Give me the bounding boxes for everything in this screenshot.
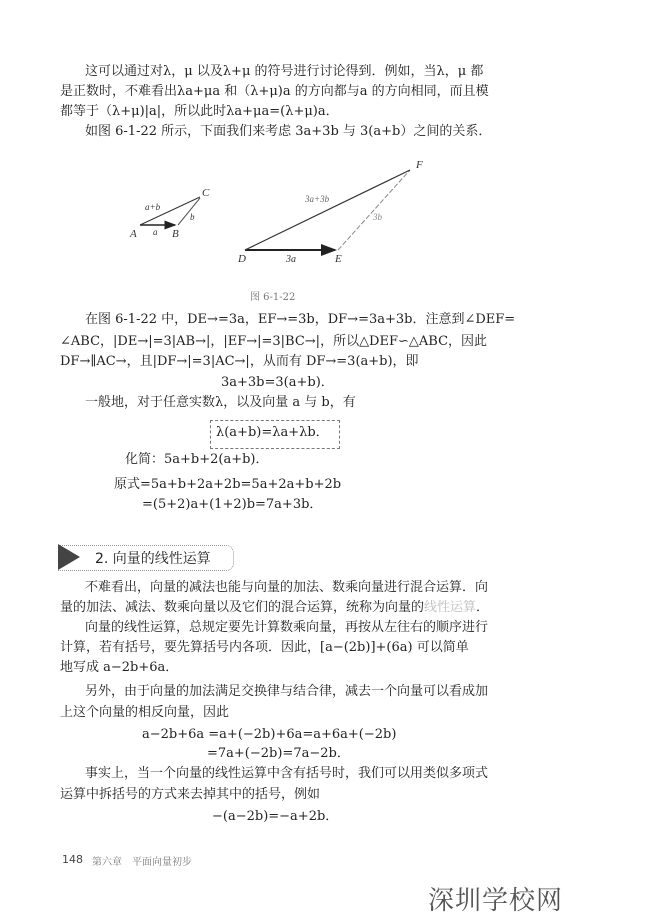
vector-diagram — [120, 150, 440, 290]
text-line: 是正数时，不难看出λa+μa 和（λ+μ)a 的方向都与a 的方向相同，而且模 — [60, 84, 489, 99]
watermark: 深圳学校网 — [428, 886, 564, 916]
label-a-point: A — [130, 228, 137, 240]
text-line: 如图 6-1-22 所示，下面我们来考虑 3a+3b 与 3(a+b）之间的关系． — [85, 124, 492, 139]
equation: −(a−2b)=−a+2b． — [212, 809, 339, 824]
figure-6-1-22 — [120, 150, 440, 294]
text-line: 在图 6-1-22 中，DE→=3a，EF→=3b，DF→=3a+3b．注意到∠DEF= — [85, 312, 516, 327]
equation: =7a+(−2b)=7a−2b． — [207, 746, 350, 761]
example-solution: =(5+2)a+(1+2)b=7a+3b． — [142, 497, 323, 512]
page-number: 148 — [62, 853, 83, 866]
section-title: 2. 向量的线性运算 — [95, 551, 211, 567]
label-3a: 3a — [286, 254, 296, 265]
figure-caption: 图 6-1-22 — [250, 292, 296, 303]
text: ． — [476, 600, 490, 615]
text: 量的加法、减法、数乘向量以及它们的混合运算，统称为向量的 — [60, 600, 425, 615]
text-line: 向量的线性运算，总规定要先计算数乘向量，再按从左往右的顺序进行 — [85, 620, 489, 635]
text-line: 上这个向量的相反向量，因此 — [60, 705, 230, 720]
label-3b: 3b — [373, 212, 382, 222]
text-line: 运算中拆括号的方式来去掉其中的括号，例如 — [60, 787, 321, 802]
text-line: 这可以通过对λ，μ 以及λ+μ 的符号进行讨论得到．例如，当λ，μ 都 — [85, 64, 484, 79]
equation: a−2b+6a =a+(−2b)+6a=a+6a+(−2b) — [142, 727, 397, 742]
text-line: 计算，若有括号，要先算括号内各项．因此，[a−(2b)]+(6a) 可以简单 — [60, 640, 469, 655]
example-question: 化简：5a+b+2(a+b)． — [125, 452, 269, 467]
term-linear-operation: 线性运算 — [424, 600, 477, 615]
distributive-law: λ(a+b)=λa+λb． — [216, 425, 329, 440]
label-3a-plus-3b: 3a+3b — [305, 194, 330, 204]
section-triangle-icon — [58, 544, 80, 570]
label-b-point: B — [172, 228, 179, 240]
text-line: DF→∥AC→，且|DF→|=3|AC→|，从而有 DF→=3(a+b)，即 — [60, 354, 419, 369]
label-f-point: F — [416, 159, 423, 171]
text-line: 事实上，当一个向量的线性运算中含有括号时，我们可以用类似多项式 — [85, 766, 489, 781]
vector-ef — [338, 170, 410, 250]
vector-df — [245, 170, 410, 250]
label-c-point: C — [202, 187, 210, 199]
text-line: ∠ABC，|DE→|=3|AB→|，|EF→|=3|BC→|，所以△DEF∽△ABC，因此 — [60, 334, 488, 349]
text-line — [60, 600, 489, 616]
text-line: 另外，由于向量的加法满足交换律与结合律，减去一个向量可以看成加 — [85, 684, 489, 699]
example-solution: 原式=5a+b+2a+2b=5a+2a+b+2b — [114, 477, 342, 492]
label-a-plus-b: a+b — [145, 202, 161, 212]
equation: 3a+3b=3(a+b)． — [221, 375, 334, 390]
text-line: 都等于（λ+μ)|a|，所以此时λa+μa=(λ+μ)a． — [60, 104, 339, 119]
label-b: b — [190, 212, 195, 222]
text-line: 地写成 a−2b+6a． — [60, 660, 179, 675]
text-line: 一般地，对于任意实数λ，以及向量 a 与 b，有 — [85, 395, 356, 410]
label-d-point: D — [238, 253, 246, 265]
text-line: 不难看出，向量的减法也能与向量的加法、数乘向量进行混合运算．向 — [85, 580, 489, 595]
label-a: a — [153, 227, 158, 237]
chapter-title: 第六章 平面向量初步 — [92, 857, 192, 868]
label-e-point: E — [335, 253, 342, 265]
